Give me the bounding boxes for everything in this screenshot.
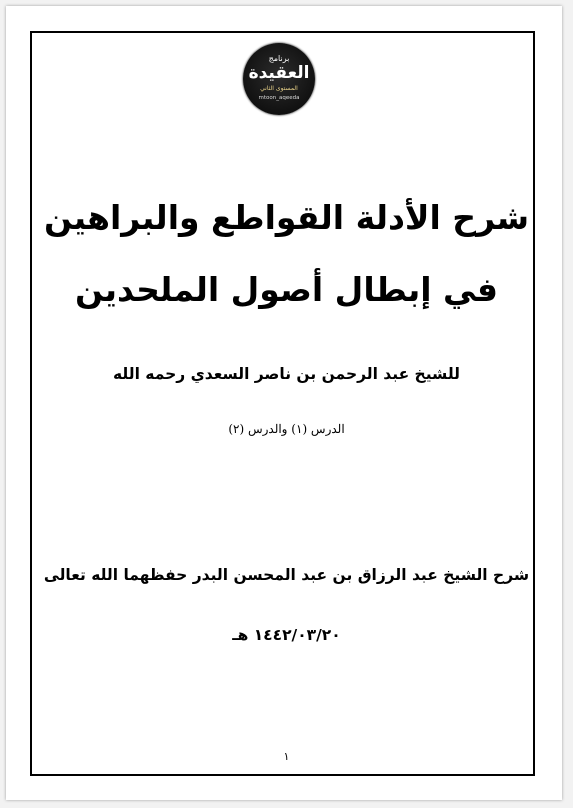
- book-title-line-1: شرح الأدلة القواطع والبراهين: [43, 198, 530, 237]
- page-number: ١: [283, 750, 290, 763]
- program-logo: [243, 43, 315, 115]
- logo-handle: mtoon_aqeeda: [258, 95, 300, 101]
- logo-program-label: برنامج: [268, 54, 290, 63]
- explainer-line: شرح الشيخ عبد الرزاق بن عبد المحسن البدر حفظهما الله تعالى: [43, 566, 530, 584]
- document-page: [6, 6, 562, 800]
- author-line: للشيخ عبد الرحمن بن ناصر السعدي رحمه الله: [113, 365, 460, 383]
- logo-title: العقيدة: [248, 63, 310, 83]
- book-title-line-2: في إبطال أصول الملحدين: [74, 270, 499, 309]
- logo-level: المستوى الثاني: [260, 85, 298, 92]
- lessons-line: الدرس (١) والدرس (٢): [228, 422, 345, 436]
- hijri-date: ١٤٤٢/٠٣/٢٠ هـ: [232, 626, 341, 644]
- page-border-frame: [30, 31, 535, 776]
